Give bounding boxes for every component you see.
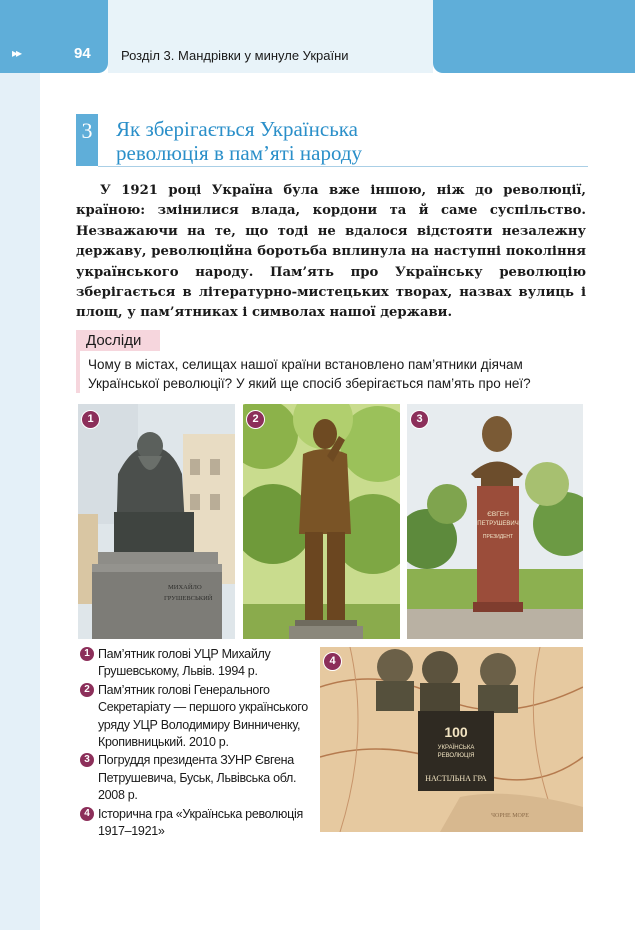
page-number-tab [0, 0, 108, 73]
explore-bar [76, 351, 80, 393]
plaque-text-1b: ГРУШЕВСЬКИЙ [164, 595, 213, 602]
game-box-line1: УКРАЇНСЬКА [437, 745, 475, 751]
caption-item [80, 646, 312, 681]
plaque-text-3b: ПЕТРУШЕВИЧ [477, 521, 519, 527]
plaque-text-3a: ЄВГЕН [487, 511, 509, 518]
caption-text: Пам’ятник голові Генерального Секретаріату — першого українського уряду УЦР Володимиру Винниченку, Кропивницький. 2010 р. [98, 682, 308, 750]
map-sea-label: ЧОРНЕ МОРЕ [491, 813, 529, 819]
caption-text: Історична гра «Українська революція 1917–1921» [98, 806, 303, 839]
header-right-block [433, 0, 635, 73]
section-underline [98, 166, 588, 167]
section-title-line1: Як зберігається Українська [116, 117, 358, 141]
caption-item [80, 806, 312, 841]
photo-hrushevsky-monument [78, 404, 235, 639]
photo-badge-4: 4 [323, 652, 342, 671]
photo-badge-1: 1 [81, 410, 100, 429]
caption-item [80, 752, 312, 804]
game-box-title: НАСТІЛЬНА ГРА [425, 774, 487, 783]
section-number: 3 [76, 114, 98, 166]
left-margin-strip [0, 0, 40, 930]
section-title [116, 117, 416, 165]
photo-vynnychenko-monument [243, 404, 400, 639]
photo-captions [80, 646, 312, 841]
game-box-number: 100 [444, 724, 468, 740]
explore-question: Чому в містах, селищах нашої країни встановлено пам’ятники діячам Української революції? У який ще спосіб зберігається пам’ять про неї? [88, 357, 531, 391]
page-number: 94 [74, 45, 91, 62]
caption-number: 3 [80, 753, 94, 767]
explore-label: Досліди [76, 330, 160, 351]
double-arrow-icon: ▸▸ [12, 46, 21, 60]
photo-board-game [320, 647, 583, 832]
plaque-text-3c: ПРЕЗИДЕНТ [482, 534, 514, 540]
body-paragraph: У 1921 році Україна була вже іншою, ніж до революції, країною: змінилися влада, кордони та й саме суспільство. Незважаючи на те, що тоді не вдалося відстояти незалежну державу, революційна боротьба вплинула на наступні покоління українського народу. Пам’ять про Українську революцію зберігається в літературно-мистецьких творах, назвах вулиць і площ, у пам’ятниках і символах нашої держави. [76, 183, 586, 321]
photo-badge-3: 3 [410, 410, 429, 429]
caption-text: Погруддя президента ЗУНР Євгена Петрушевича, Буськ, Львівська обл. 2008 р. [98, 753, 297, 803]
caption-number: 4 [80, 807, 94, 821]
game-box-line2: РЕВОЛЮЦІЯ [437, 753, 475, 759]
plaque-text-1a: МИХАЙЛО [168, 584, 202, 591]
photo-badge-2: 2 [246, 410, 265, 429]
caption-number: 1 [80, 647, 94, 661]
photo-petrushevych-bust [407, 404, 583, 639]
caption-number: 2 [80, 683, 94, 697]
chapter-title: Розділ 3. Мандрівки у минуле України [121, 48, 349, 63]
section-title-line2: революція в пам’яті народу [116, 141, 363, 165]
caption-text: Пам’ятник голові УЦР Михайлу Грушевському, Львів. 1994 р. [98, 647, 271, 679]
caption-item [80, 682, 312, 752]
